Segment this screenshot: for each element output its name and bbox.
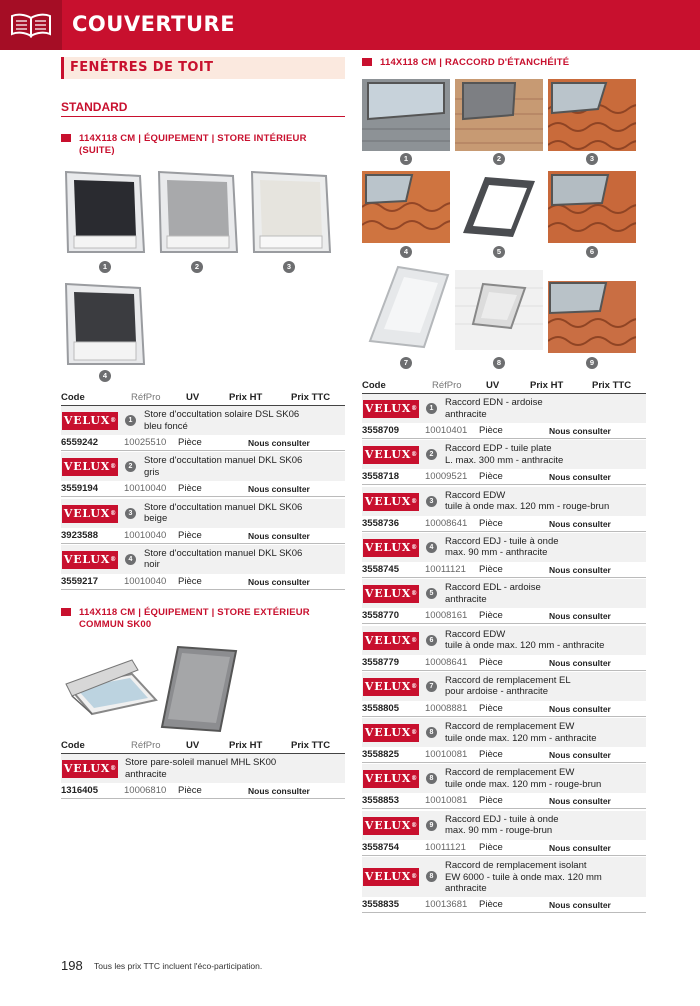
row-divider	[362, 855, 646, 856]
product-price: Nous consulter	[549, 796, 611, 807]
row-divider	[362, 670, 646, 671]
product-image-flashing-edj-red	[548, 281, 636, 353]
product-price: Nous consulter	[549, 518, 611, 529]
velux-logo-text: VELUX	[364, 679, 412, 693]
category-line2: (SUITE)	[79, 145, 115, 156]
velux-logo-text: VELUX	[364, 540, 412, 554]
product-image-flashing-wave-tile-anthracite-2	[548, 171, 636, 243]
product-uv: Pièce	[479, 702, 503, 714]
image-number-badge: 2	[493, 153, 505, 165]
velux-logo-text: VELUX	[364, 402, 412, 415]
product-image-flashing-slate	[362, 79, 450, 151]
velux-logo	[363, 400, 419, 418]
velux-logo	[62, 505, 118, 523]
velux-logo	[363, 817, 419, 835]
product-uv: Pièce	[479, 563, 503, 575]
table-header	[61, 740, 345, 752]
header-price-ttc: Prix TTC	[592, 380, 632, 391]
row-number-badge: 6	[426, 635, 437, 646]
velux-logo	[62, 760, 118, 778]
product-description-line1: Raccord EDL - ardoise	[445, 582, 541, 594]
page-number: 198	[61, 958, 83, 973]
header-refpro: RéfPro	[131, 740, 161, 751]
product-uv: Pièce	[178, 529, 202, 541]
velux-logo	[363, 446, 419, 464]
image-number-badge: 1	[99, 261, 111, 273]
table-header	[362, 380, 646, 392]
section-title: FENÊTRES DE TOIT	[70, 60, 214, 75]
product-image-flashing-wave-tile-anthracite	[362, 171, 450, 243]
product-refpro: 10010040	[124, 575, 167, 587]
product-description-line1: Raccord de remplacement isolant	[445, 860, 587, 871]
image-number-badge: 4	[99, 370, 111, 382]
product-image-awning-closed	[158, 643, 238, 735]
product-uv: Pièce	[178, 575, 202, 587]
product-code: 3558718	[362, 471, 399, 483]
category-line1: 114X118 CM | RACCORD D'ÉTANCHÉITÉ	[380, 57, 570, 68]
velux-logo-text: VELUX	[364, 726, 412, 740]
velux-logo	[363, 585, 419, 603]
product-description-line2: anthracite	[445, 408, 487, 420]
table-header	[61, 392, 345, 404]
product-uv: Pièce	[479, 610, 503, 622]
image-number-badge: 1	[400, 153, 412, 165]
row-divider	[61, 450, 345, 451]
product-image-flashing-flat-tile	[455, 79, 543, 151]
product-uv: Pièce	[178, 437, 202, 448]
header-title: COUVERTURE	[72, 12, 236, 36]
row-divider	[362, 912, 646, 913]
velux-logo-mark: ®	[411, 497, 418, 505]
subsection-title: STANDARD	[61, 100, 128, 114]
velux-logo	[62, 412, 118, 430]
product-description-line2: tuile onde max. 120 mm - rouge-brun	[445, 778, 602, 790]
product-price: Nous consulter	[248, 786, 310, 796]
row-divider	[362, 577, 646, 578]
category-title-store-interieur	[61, 133, 351, 157]
open-book-icon	[9, 12, 53, 38]
velux-logo	[363, 724, 419, 742]
product-description-line1: Raccord de remplacement EW	[445, 767, 575, 779]
product-description-line1: Raccord de remplacement EL	[445, 674, 571, 686]
product-description-line2: anthracite	[445, 593, 487, 605]
section-banner	[61, 57, 345, 79]
velux-logo-mark: ®	[411, 729, 418, 737]
row-number-badge: 4	[426, 542, 437, 553]
header-price-ht: Prix HT	[229, 392, 263, 403]
velux-logo-text: VELUX	[63, 762, 111, 775]
product-price: Nous consulter	[549, 842, 611, 853]
row-number-badge: 1	[426, 403, 437, 414]
product-description-line2: tuile à onde max. 120 mm - anthracite	[445, 640, 605, 651]
category-title-store-exterieur	[61, 607, 351, 631]
image-number-badge: 4	[400, 246, 412, 258]
image-number-badge: 7	[400, 357, 412, 369]
velux-logo-mark: ®	[110, 765, 117, 772]
product-description-line2: gris	[144, 466, 160, 478]
row-divider	[362, 716, 646, 717]
product-price: Nous consulter	[248, 484, 310, 495]
product-code: 3558825	[362, 749, 399, 761]
row-divider	[61, 496, 345, 497]
row-divider	[362, 438, 646, 439]
product-description-line1: Raccord de remplacement EW	[445, 721, 575, 733]
row-number-badge: 7	[426, 681, 437, 692]
product-uv: Pièce	[479, 841, 503, 853]
product-description-line1: Raccord EDN - ardoise	[445, 397, 543, 408]
velux-logo-mark: ®	[411, 775, 418, 783]
product-code: 3558853	[362, 795, 399, 807]
velux-logo-mark: ®	[411, 873, 418, 880]
header-price-ht: Prix HT	[530, 380, 564, 391]
row-number-badge: 1	[125, 415, 136, 426]
product-description-line1: Store pare-soleil manuel MHL SK00	[125, 757, 277, 768]
product-code: 3558805	[362, 702, 399, 714]
row-divider	[61, 589, 345, 590]
product-refpro: 10009521	[425, 471, 468, 483]
velux-logo-text: VELUX	[364, 772, 412, 786]
velux-logo-text: VELUX	[364, 818, 412, 832]
velux-logo	[363, 493, 419, 511]
product-description-line2: beige	[144, 513, 168, 525]
row-divider	[61, 543, 345, 544]
product-code: 1316405	[61, 785, 98, 796]
header-uv: UV	[186, 740, 200, 751]
product-uv: Pièce	[479, 795, 503, 807]
product-code: 6559242	[61, 437, 98, 448]
row-number-badge: 3	[426, 496, 437, 507]
image-number-badge: 6	[586, 246, 598, 258]
row-divider	[362, 623, 646, 624]
header-uv: UV	[486, 380, 500, 391]
product-price: Nous consulter	[549, 750, 611, 761]
velux-logo	[62, 458, 118, 476]
product-uv: Pièce	[178, 785, 202, 796]
product-refpro: 10008161	[425, 610, 468, 622]
image-number-badge: 9	[586, 357, 598, 369]
product-price: Nous consulter	[248, 530, 310, 541]
product-description-line2: anthracite	[125, 768, 167, 780]
product-code: 3558770	[362, 610, 399, 622]
product-refpro: 10011121	[425, 841, 466, 853]
product-code: 3558779	[362, 656, 399, 668]
product-image-flashing-wave-tile-red	[548, 79, 636, 151]
image-number-badge: 5	[493, 246, 505, 258]
product-refpro: 10025510	[124, 437, 167, 448]
velux-logo-text: VELUX	[364, 870, 412, 883]
image-number-badge: 3	[283, 261, 295, 273]
header-code: Code	[362, 380, 386, 391]
header-icon-box	[0, 0, 62, 50]
product-image-awning-open	[62, 640, 162, 732]
footer-note: Tous les prix TTC incluent l'éco-participation.	[94, 961, 263, 971]
product-uv: Pièce	[479, 899, 503, 910]
header-price-ttc: Prix TTC	[291, 740, 331, 751]
velux-logo-mark: ®	[110, 555, 117, 563]
row-number-badge: 8	[426, 727, 437, 738]
row-number-badge: 8	[426, 871, 437, 882]
product-description-line1: Raccord EDJ - tuile à onde	[445, 535, 559, 547]
product-uv: Pièce	[479, 471, 503, 483]
header-uv: UV	[186, 392, 200, 403]
velux-logo-mark: ®	[110, 463, 117, 471]
row-number-badge: 2	[426, 449, 437, 460]
product-image-blind-grey	[155, 168, 239, 256]
velux-logo-text: VELUX	[63, 414, 111, 427]
velux-logo-mark: ®	[411, 682, 418, 690]
product-description-line2: max. 90 mm - rouge-brun	[445, 825, 553, 837]
image-number-badge: 8	[493, 357, 505, 369]
product-code: 3558709	[362, 425, 399, 436]
velux-logo	[363, 868, 419, 886]
velux-logo-mark: ®	[110, 509, 117, 517]
header-refpro: RéfPro	[131, 392, 161, 403]
product-image-flashing-replacement-ew	[455, 270, 543, 350]
row-number-badge: 8	[426, 773, 437, 784]
product-description-line2: pour ardoise - anthracite	[445, 686, 548, 698]
header-code: Code	[61, 740, 85, 751]
product-price: Nous consulter	[549, 703, 611, 714]
image-number-badge: 2	[191, 261, 203, 273]
product-price: Nous consulter	[248, 576, 310, 587]
product-description-line1: Raccord EDP - tuile plate	[445, 443, 552, 455]
product-description-line2: noir	[144, 559, 160, 571]
image-number-badge: 3	[586, 153, 598, 165]
product-refpro: 10008641	[425, 656, 468, 668]
velux-logo-mark: ®	[110, 417, 117, 424]
velux-logo-text: VELUX	[63, 506, 111, 520]
product-uv: Pièce	[479, 749, 503, 761]
product-image-blind-beige	[248, 168, 332, 256]
velux-logo-text: VELUX	[364, 587, 412, 601]
row-number-badge: 3	[125, 508, 136, 519]
category-line1: 114X118 CM | ÉQUIPEMENT | STORE EXTÉRIEUR	[79, 607, 310, 618]
product-uv: Pièce	[479, 425, 503, 436]
product-uv: Pièce	[479, 517, 503, 529]
product-refpro: 10008641	[425, 517, 468, 529]
velux-logo-mark: ®	[411, 636, 418, 644]
product-description-line2: max. 90 mm - anthracite	[445, 547, 548, 559]
product-refpro: 10006810	[124, 785, 167, 796]
velux-logo-mark: ®	[411, 405, 418, 412]
product-image-blind-dark-blue	[62, 168, 146, 256]
velux-logo	[363, 632, 419, 650]
row-divider	[61, 798, 345, 799]
product-code: 3558736	[362, 517, 399, 529]
product-code: 3558745	[362, 563, 399, 575]
product-refpro: 10013681	[425, 899, 468, 910]
row-number-badge: 4	[125, 554, 136, 565]
product-description-line1: Store d'occultation manuel DKL SK06	[144, 547, 303, 559]
product-image-flashing-replacement-el	[362, 263, 450, 351]
velux-logo	[363, 678, 419, 696]
product-price: Nous consulter	[248, 438, 310, 448]
row-number-badge: 2	[125, 461, 136, 472]
product-price: Nous consulter	[549, 472, 611, 483]
velux-logo-text: VELUX	[364, 494, 412, 508]
velux-logo	[363, 770, 419, 788]
product-description-line1: Store d'occultation manuel DKL SK06	[144, 455, 303, 467]
header-code: Code	[61, 392, 85, 403]
velux-logo	[62, 551, 118, 569]
product-code: 3923588	[61, 529, 98, 541]
header-price-ht: Prix HT	[229, 740, 263, 751]
product-description-line2: L. max. 300 mm - anthracite	[445, 454, 564, 466]
product-description-line2: bleu foncé	[144, 420, 188, 432]
category-line1: 114X118 CM | ÉQUIPEMENT | STORE INTÉRIEUR	[79, 133, 307, 144]
product-refpro: 10010081	[425, 749, 468, 761]
row-divider	[362, 762, 646, 763]
product-code: 3558754	[362, 841, 399, 853]
row-divider	[362, 531, 646, 532]
velux-logo-mark: ®	[411, 451, 418, 459]
product-price: Nous consulter	[549, 611, 611, 622]
product-description-line1: Raccord EDW	[445, 489, 506, 501]
product-refpro: 10010401	[425, 425, 468, 436]
velux-logo-mark: ®	[411, 543, 418, 551]
product-description-line1: Raccord EDW	[445, 628, 506, 640]
product-price: Nous consulter	[549, 900, 611, 910]
product-code: 3559217	[61, 575, 98, 587]
product-description-line2: EW 6000 - tuile à onde max. 120 mm	[445, 871, 602, 883]
row-number-badge: 9	[426, 820, 437, 831]
product-description-line3: anthracite	[445, 883, 487, 894]
product-price: Nous consulter	[549, 426, 611, 436]
velux-logo-mark: ®	[411, 821, 418, 829]
header-refpro: RéfPro	[432, 380, 462, 391]
product-uv: Pièce	[178, 483, 202, 495]
product-description-line2: tuile onde max. 120 mm - anthracite	[445, 732, 597, 744]
row-divider	[362, 484, 646, 485]
product-refpro: 10008881	[425, 702, 468, 714]
product-refpro: 10010040	[124, 483, 167, 495]
row-divider	[362, 808, 646, 809]
product-price: Nous consulter	[549, 564, 611, 575]
velux-logo-text: VELUX	[63, 460, 111, 474]
subsection-divider	[61, 116, 345, 117]
header-price-ttc: Prix TTC	[291, 392, 331, 403]
product-refpro: 10010040	[124, 529, 167, 541]
product-description-line2: tuile à onde max. 120 mm - rouge-brun	[445, 501, 610, 513]
page-header	[0, 0, 700, 50]
product-refpro: 10010081	[425, 795, 468, 807]
velux-logo-text: VELUX	[364, 633, 412, 647]
velux-logo	[363, 539, 419, 557]
velux-logo-mark: ®	[411, 590, 418, 598]
product-description-line1: Raccord EDJ - tuile à onde	[445, 813, 559, 825]
product-image-blind-black	[62, 280, 146, 368]
product-code: 3559194	[61, 483, 98, 495]
category-title-raccord	[362, 57, 652, 69]
row-number-badge: 5	[426, 588, 437, 599]
product-image-flashing-frame-ardoise	[455, 171, 543, 243]
product-description-line1: Store d'occultation solaire DSL SK06	[144, 409, 300, 420]
product-refpro: 10011121	[425, 563, 466, 575]
velux-logo-text: VELUX	[63, 552, 111, 566]
product-description-line1: Store d'occultation manuel DKL SK06	[144, 501, 303, 513]
category-line2: COMMUN SK00	[79, 619, 152, 630]
product-uv: Pièce	[479, 656, 503, 668]
velux-logo-text: VELUX	[364, 448, 412, 462]
product-price: Nous consulter	[549, 657, 611, 668]
product-code: 3558835	[362, 899, 399, 910]
